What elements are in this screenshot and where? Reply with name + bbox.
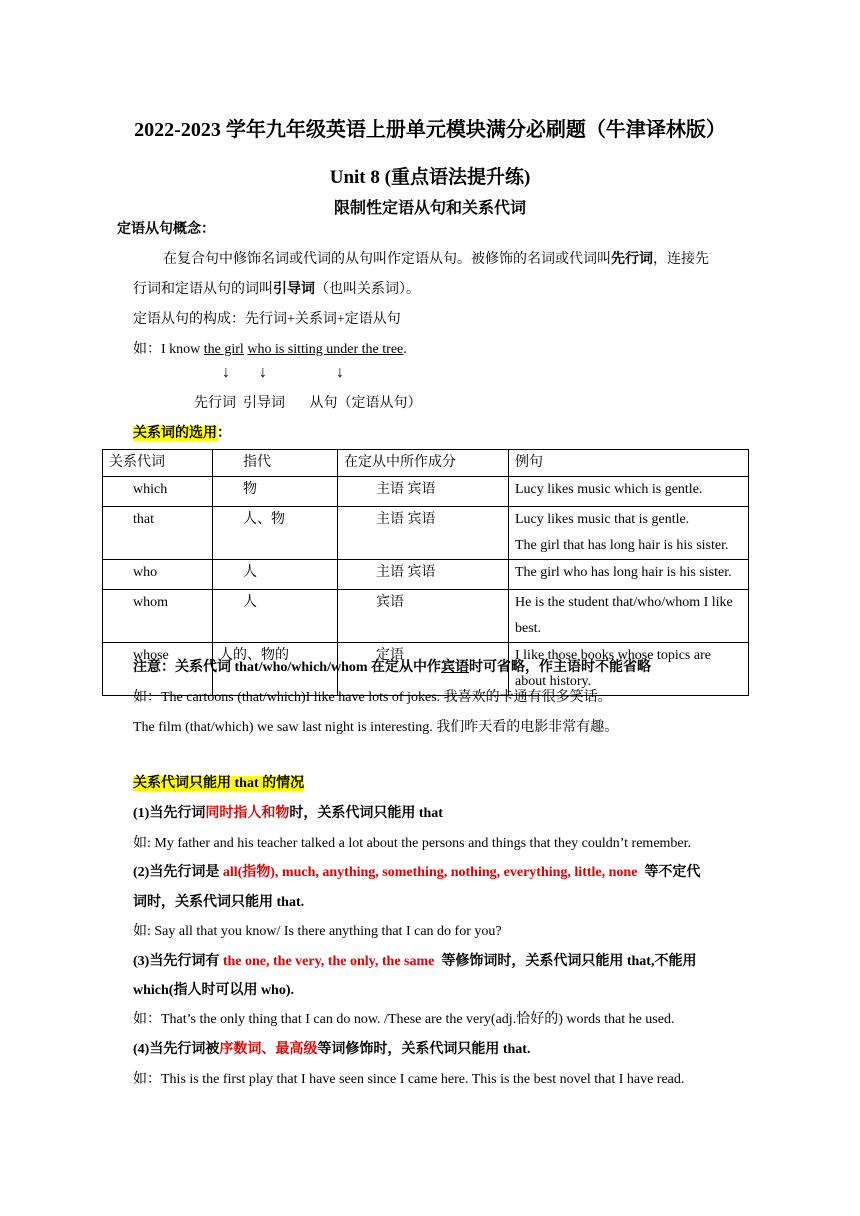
rule-4-example: 如：This is the first play that I have seen since I came here. This is the best novel that I have read. <box>133 1072 685 1087</box>
rule-3: (3)当先行词有 the one, the very, the only, the same 等修饰词时，关系代词只能用 that,不能用 <box>133 954 697 969</box>
rule-2: (2)当先行词是 all(指物), much, anything, something, nothing, everything, little, none 等不定代 <box>133 865 701 880</box>
arrow-down-icon: ↓ <box>259 364 267 381</box>
arrow-down-icon: ↓ <box>222 364 230 381</box>
note-line: 注意：关系代词 that/who/which/whom 在定从中作宾语时可省略，作主语时不能省略 <box>133 660 652 675</box>
selection-heading-line: 关系词的选用： <box>133 426 231 441</box>
concept-structure: 定语从句的构成：先行词+关系词+定语从句 <box>133 312 401 327</box>
section-title: 限制性定语从句和关系代词 <box>333 200 526 217</box>
only-that-heading: 关系代词只能用 that 的情况 <box>133 776 305 791</box>
note-example-1: 如：The cartoons (that/which)I like have lots of jokes. 我喜欢的卡通有很多笑话。 <box>133 690 612 705</box>
rule-1: (1)当先行词同时指人和物时，关系代词只能用 that <box>133 806 443 821</box>
rule-2-cont: 词时，关系代词只能用 that. <box>133 895 305 910</box>
table-row: who 人 主语 宾语 The girl who has long hair is his sister. <box>103 560 749 590</box>
table-header-cell: 指代 <box>213 450 338 477</box>
document-title: 2022-2023 学年九年级英语上册单元模块满分必刷题（牛津译林版） <box>134 119 726 141</box>
table-header-cell: 例句 <box>509 450 749 477</box>
concept-paragraph-line2: 行词和定语从句的词叫引导词（也叫关系词）。 <box>133 282 420 297</box>
table-row: whom 人 宾语 He is the student that/who/whom I like best. <box>103 590 749 643</box>
example-labels: 先行词 引导词 从句（定语从句） <box>194 396 422 411</box>
example-relative-clause: who is sitting under the tree <box>247 342 404 357</box>
selection-heading: 关系词的选用 <box>133 426 217 441</box>
rule-4: (4)当先行词被序数词、最高级等词修饰时，关系代词只能用 that. <box>133 1042 531 1057</box>
table-header-cell: 关系代词 <box>103 450 213 477</box>
table-header-row <box>103 450 749 477</box>
term-antecedent: 先行词 <box>611 252 653 267</box>
note-example-2: The film (that/which) we saw last night is interesting. 我们昨天看的电影非常有趣。 <box>133 720 619 735</box>
table-header-cell: 在定从中所作成分 <box>338 450 509 477</box>
table-row: which 物 主语 宾语 Lucy likes music which is gentle. <box>103 477 749 507</box>
concept-heading: 定语从句概念： <box>117 222 215 237</box>
term-introducer: 引导词 <box>273 282 315 297</box>
rule-3-example: 如：That’s the only thing that I can do now. /These are the very(adj.恰好的) words that he used. <box>133 1012 675 1027</box>
rule-2-example: 如: Say all that you know/ Is there anything that I can do for you? <box>133 924 502 939</box>
note-object-term: 宾语 <box>441 660 470 675</box>
only-that-heading-line <box>133 772 304 792</box>
table-row: whose 人的、物的 定语 I like those books whose topics are about history. <box>103 643 749 696</box>
table-row: that 人、物 主语 宾语 Lucy likes music that is gentle. The girl that has long hair is his sister. <box>103 507 749 560</box>
rule-1-example: 如: My father and his teacher talked a lot about the persons and things that they couldn’t remember. <box>133 836 692 851</box>
document-subtitle: Unit 8 (重点语法提升练) <box>329 167 531 188</box>
example-antecedent: the girl <box>203 342 244 357</box>
rule-3-cont: which(指人时可以用 who). <box>133 983 295 998</box>
concept-paragraph-line1: 在复合句中修饰名词或代词的从句叫作定语从句。被修饰的名词或代词叫先行词，连接先 <box>163 252 709 267</box>
concept-example: 如：I know the girl who is sitting under the tree. <box>133 342 407 357</box>
arrow-down-icon: ↓ <box>336 364 344 381</box>
